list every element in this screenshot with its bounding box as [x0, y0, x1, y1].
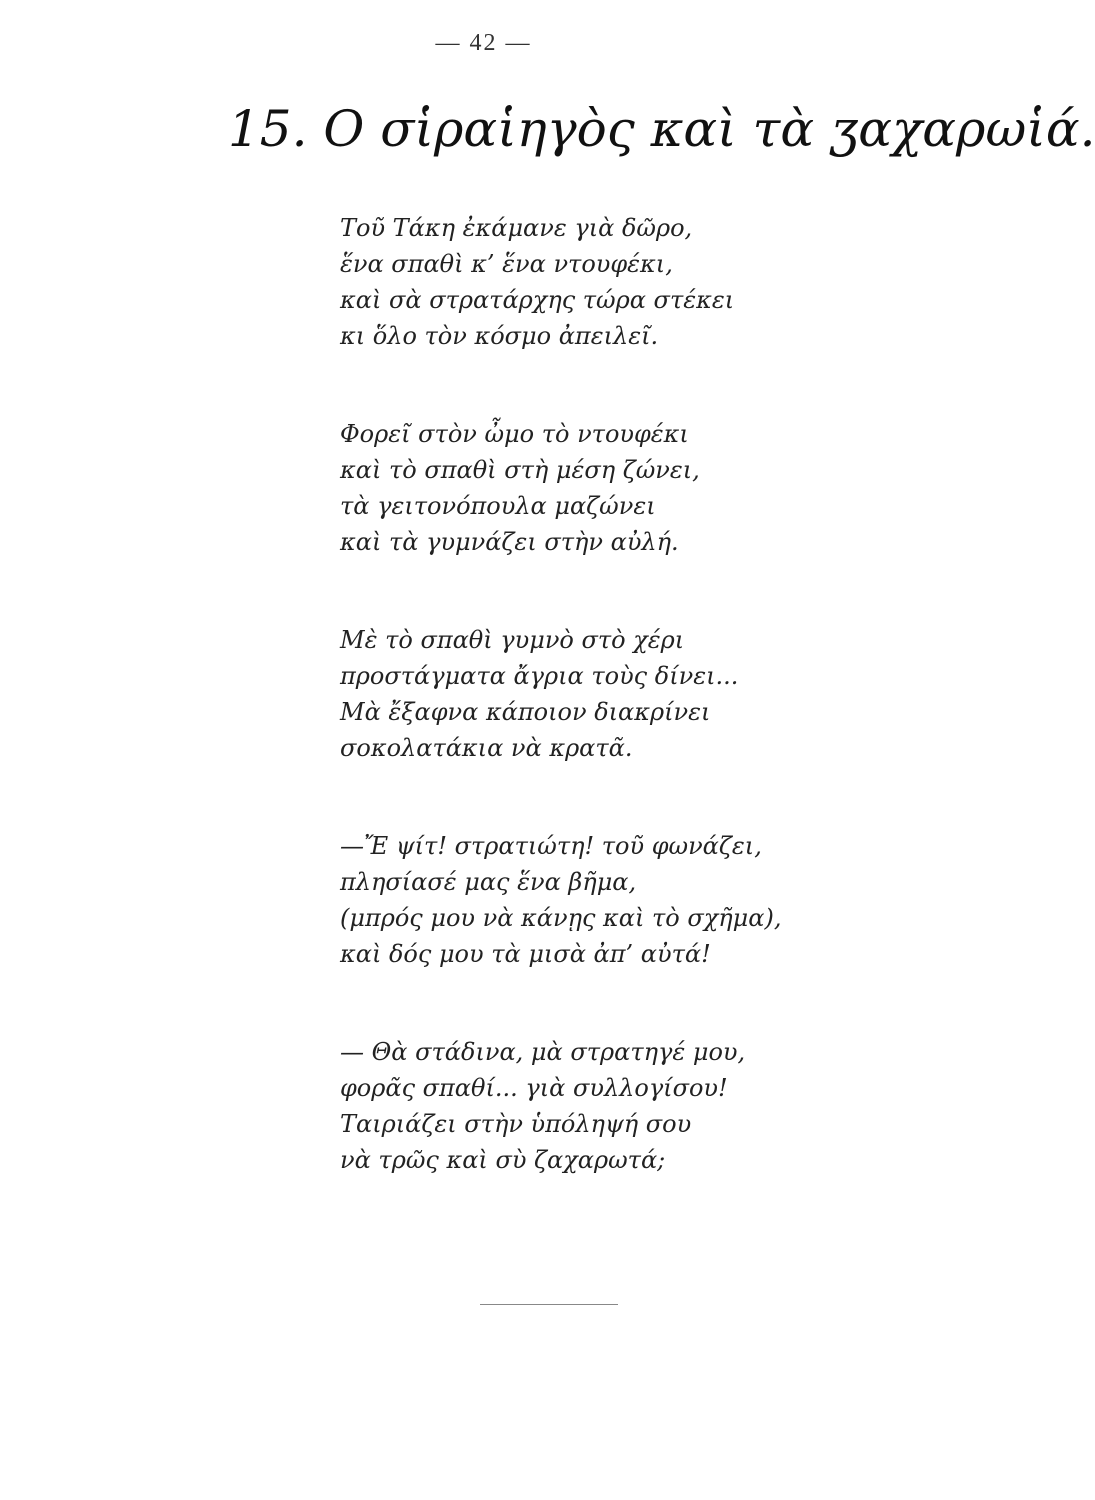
poem-line: προστάγματα ἄγρια τοὺς δίνει... [340, 662, 739, 690]
poem-line: (μπρός μου νὰ κάνῃς καὶ τὸ σχῆμα), [340, 904, 782, 932]
poem-line: πλησίασέ μας ἕνα βῆμα, [340, 868, 637, 896]
poem-line: σοκολατάκια νὰ κρατᾶ. [340, 734, 633, 762]
stanza [340, 828, 781, 972]
poem-line: Μὰ ἔξαφνα κάποιον διακρίνει [340, 698, 711, 726]
poem-line: — Θὰ στάδινα, μὰ στρατηγέ μου, [340, 1038, 746, 1066]
poem-line: κι ὅλο τὸν κόσμο ἀπειλεῖ. [340, 322, 659, 350]
poem-line: Φορεῖ στὸν ὦμο τὸ ντουφέκι [340, 420, 689, 448]
poem-line: Τοῦ Τάκη ἐκάμανε γιὰ δῶρο, [340, 214, 693, 242]
stanza [340, 416, 781, 560]
page-number: — 42 — [435, 30, 532, 56]
poem-line: καὶ δός μου τὰ μισὰ ἀπ’ αὐτά! [340, 940, 711, 968]
poem-line: φορᾶς σπαθί... γιὰ συλλογίσου! [340, 1074, 728, 1102]
poem-line: νὰ τρῶς καὶ σὺ ζαχαρωτά; [340, 1146, 666, 1174]
poem-line: τὰ γειτονόπουλα μαζώνει [340, 492, 656, 520]
stanza [340, 210, 781, 354]
poem-line: —Ἔ ψίτ! στρατιώτη! τοῦ φωνάζει, [340, 832, 762, 860]
poem-line: Μὲ τὸ σπαθὶ γυμνὸ στὸ χέρι [340, 626, 685, 654]
poem-line: Ταιριάζει στὴν ὑπόληψή σου [340, 1110, 692, 1138]
end-divider [480, 1304, 618, 1305]
stanza [340, 1034, 781, 1178]
poem-title: 15. Ο σἱραἱηγὸς καὶ τὰ ʒαχαρωἱά. [228, 100, 1095, 158]
poem-line: καὶ τὸ σπαθὶ στὴ μέση ζώνει, [340, 456, 700, 484]
poem-body [340, 210, 781, 1240]
poem-line: καὶ τὰ γυμνάζει στὴν αὐλή. [340, 528, 679, 556]
poem-line: καὶ σὰ στρατάρχης τώρα στέκει [340, 286, 735, 314]
stanza [340, 622, 781, 766]
poem-line: ἕνα σπαθὶ κ’ ἕνα ντουφέκι, [340, 250, 673, 278]
